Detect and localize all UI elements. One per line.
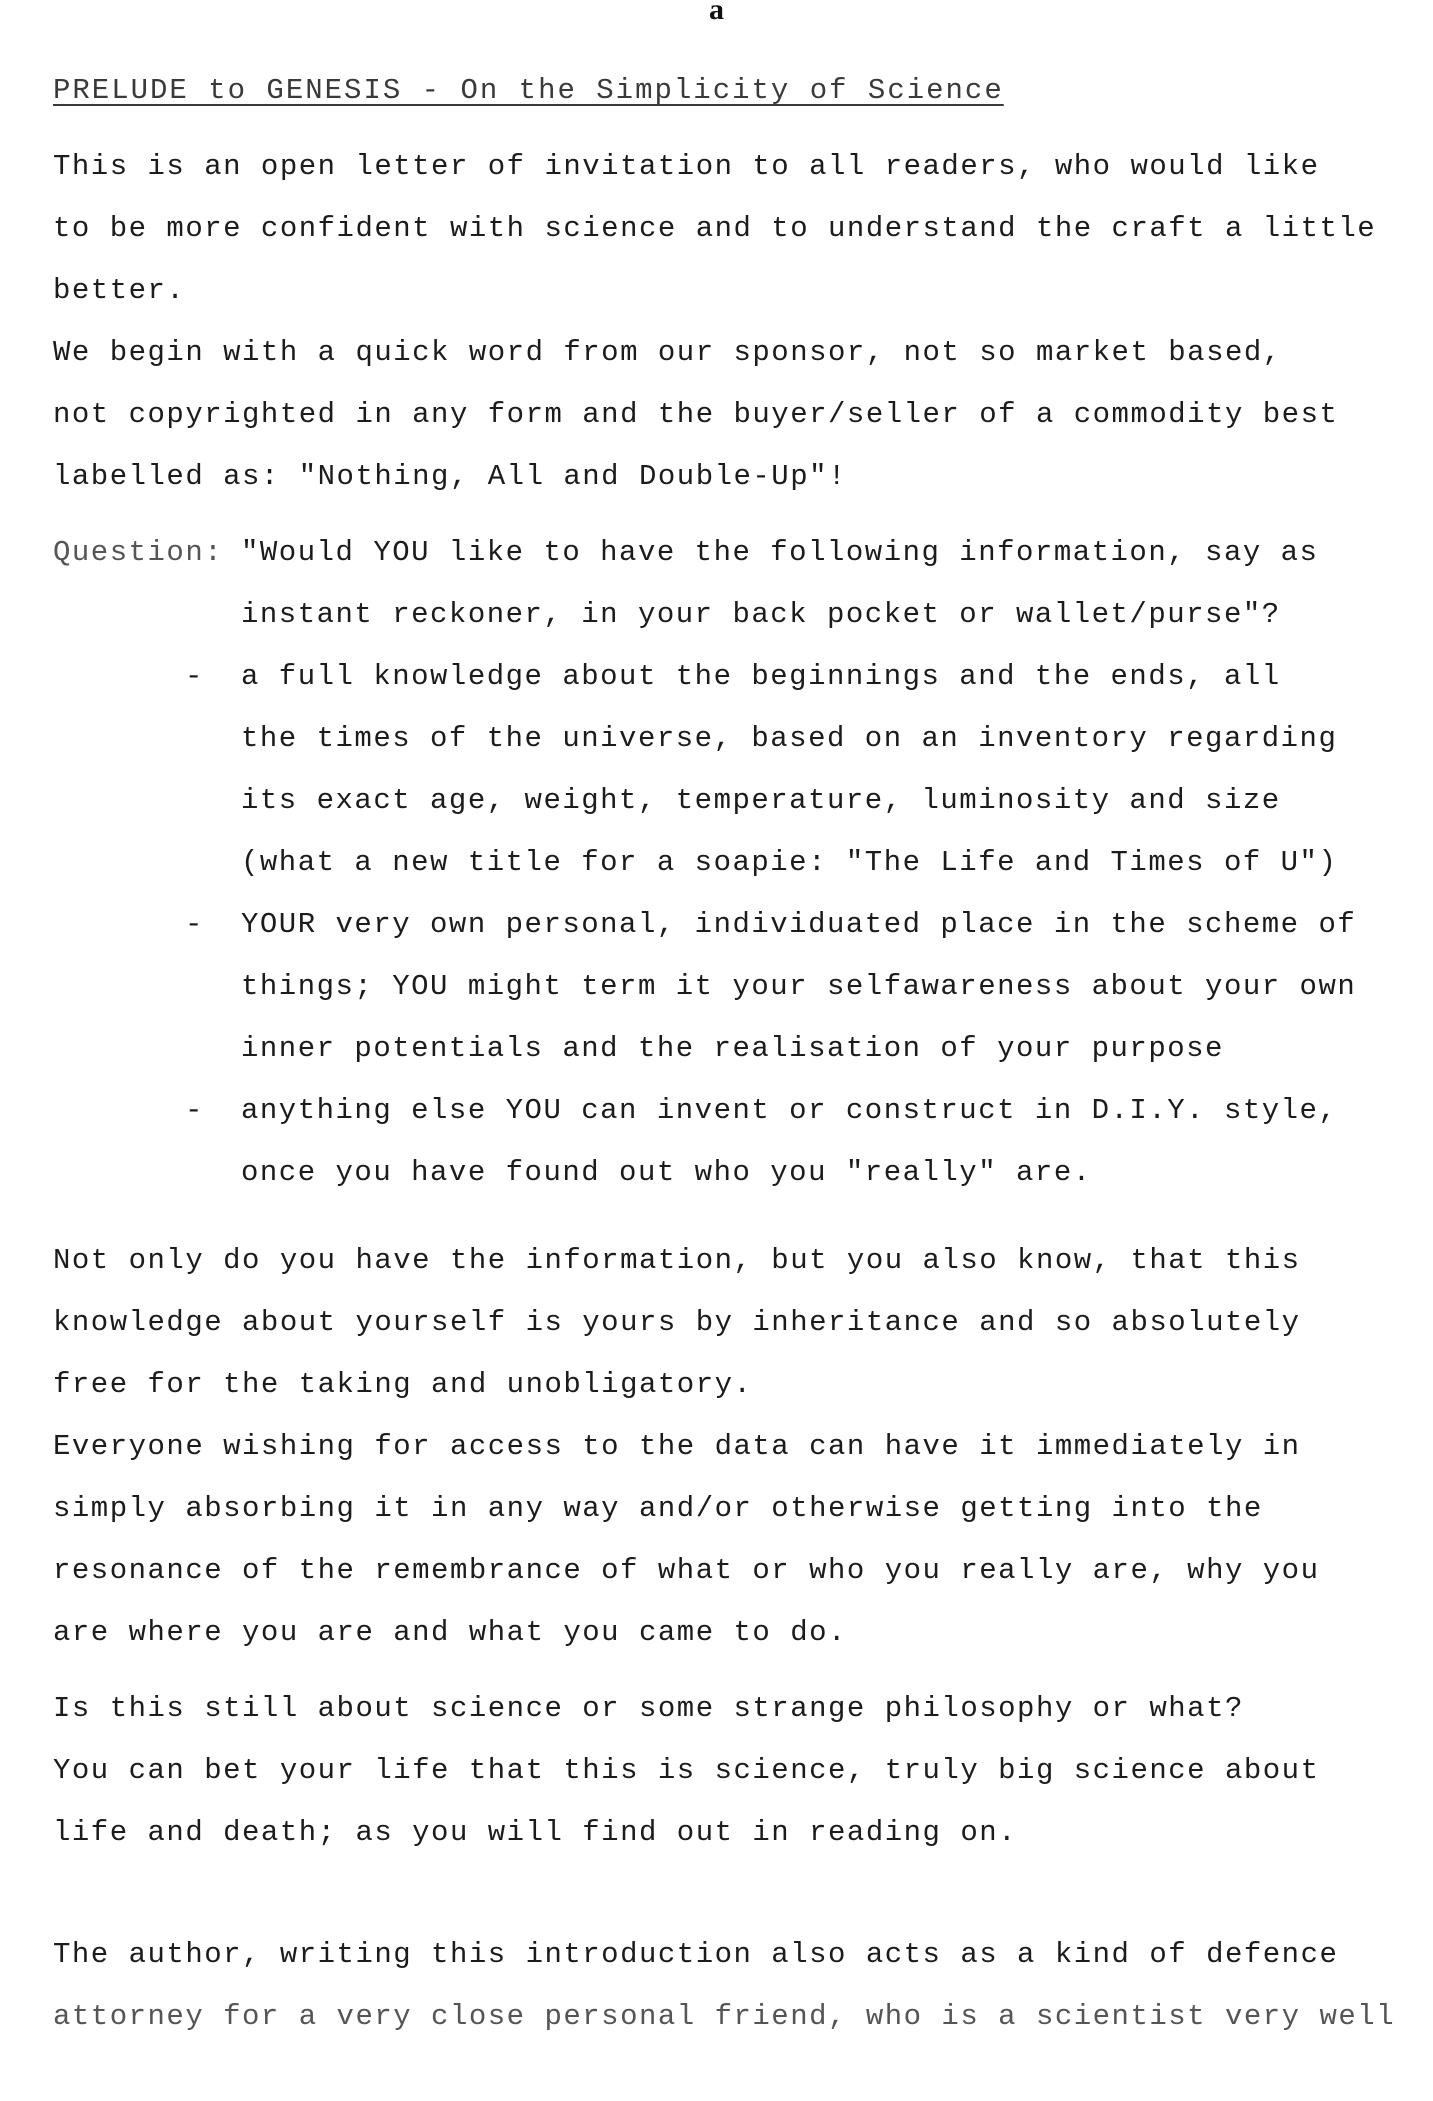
text-line: are where you are and what you came to do. [53, 1616, 847, 1649]
text-line: labelled as: "Nothing, All and Double-Up"! [53, 460, 847, 493]
page-marker: a [709, 0, 724, 26]
text-line: better. [53, 274, 186, 307]
text-line: "Would YOU like to have the following information, say as [241, 536, 1319, 569]
sponsor-paragraph [53, 322, 1393, 508]
text-line: resonance of the remembrance of what or who you really are, why you [53, 1554, 1320, 1587]
text-line: once you have found out who you "really" are. [241, 1156, 1092, 1189]
bullet-text [241, 1080, 1393, 1204]
text-line: Is this still about science or some strange philosophy or what? [53, 1692, 1244, 1725]
question-block [53, 522, 1393, 1204]
letter-body [53, 60, 1396, 2048]
text-line: Everyone wishing for access to the data can have it immediately in [53, 1430, 1301, 1463]
information-paragraph [53, 1230, 1393, 1416]
text-line: its exact age, weight, temperature, luminosity and size [241, 784, 1281, 817]
text-line: inner potentials and the realisation of your purpose [241, 1032, 1224, 1065]
text-line: The author, writing this introduction also acts as a kind of defence [53, 1938, 1339, 1971]
page-title: PRELUDE to GENESIS - On the Simplicity of Science [53, 74, 1004, 107]
text-line: things; YOU might term it your selfawareness about your own [241, 970, 1357, 1003]
bullet-item [53, 1080, 1393, 1204]
question-label: Question: [53, 536, 224, 569]
text-line: life and death; as you will find out in reading on. [53, 1816, 1018, 1849]
question-row [53, 522, 1393, 646]
question-text [241, 522, 1318, 646]
text-line: attorney for a very close personal friend, who is a scientist very well [53, 2000, 1396, 2033]
text-line: anything else YOU can invent or construct in D.I.Y. style, [241, 1094, 1338, 1127]
text-line: knowledge about yourself is yours by inheritance and so absolutely [53, 1306, 1301, 1339]
author-paragraph [53, 1924, 1396, 2048]
bullet-item [53, 894, 1393, 1080]
text-line: the times of the universe, based on an inventory regarding [241, 722, 1338, 755]
bullet-dash: - [185, 660, 204, 693]
bullet-dash: - [185, 1094, 204, 1127]
intro-paragraph [53, 136, 1393, 322]
text-line: You can bet your life that this is science, truly big science about [53, 1754, 1320, 1787]
title-line [53, 60, 1393, 122]
text-line: This is an open letter of invitation to all readers, who would like [53, 150, 1320, 183]
text-line: simply absorbing it in any way and/or otherwise getting into the [53, 1492, 1263, 1525]
text-line: not copyrighted in any form and the buyer/seller of a commodity best [53, 398, 1339, 431]
science-paragraph [53, 1678, 1393, 1864]
text-line: We begin with a quick word from our sponsor, not so market based, [53, 336, 1282, 369]
text-line: free for the taking and unobligatory. [53, 1368, 753, 1401]
text-line: YOUR very own personal, individuated place in the scheme of [241, 908, 1357, 941]
bullet-item [53, 646, 1393, 894]
bullet-dash: - [185, 908, 204, 941]
bullet-text [241, 646, 1393, 894]
text-line: Not only do you have the information, but you also know, that this [53, 1244, 1301, 1277]
access-paragraph [53, 1416, 1393, 1664]
bullet-text [241, 894, 1393, 1080]
text-line: a full knowledge about the beginnings and the ends, all [241, 660, 1281, 693]
text-line: instant reckoner, in your back pocket or wallet/purse"? [241, 598, 1281, 631]
text-line: (what a new title for a soapie: "The Life and Times of U") [241, 846, 1338, 879]
text-line: to be more confident with science and to understand the craft a little [53, 212, 1377, 245]
